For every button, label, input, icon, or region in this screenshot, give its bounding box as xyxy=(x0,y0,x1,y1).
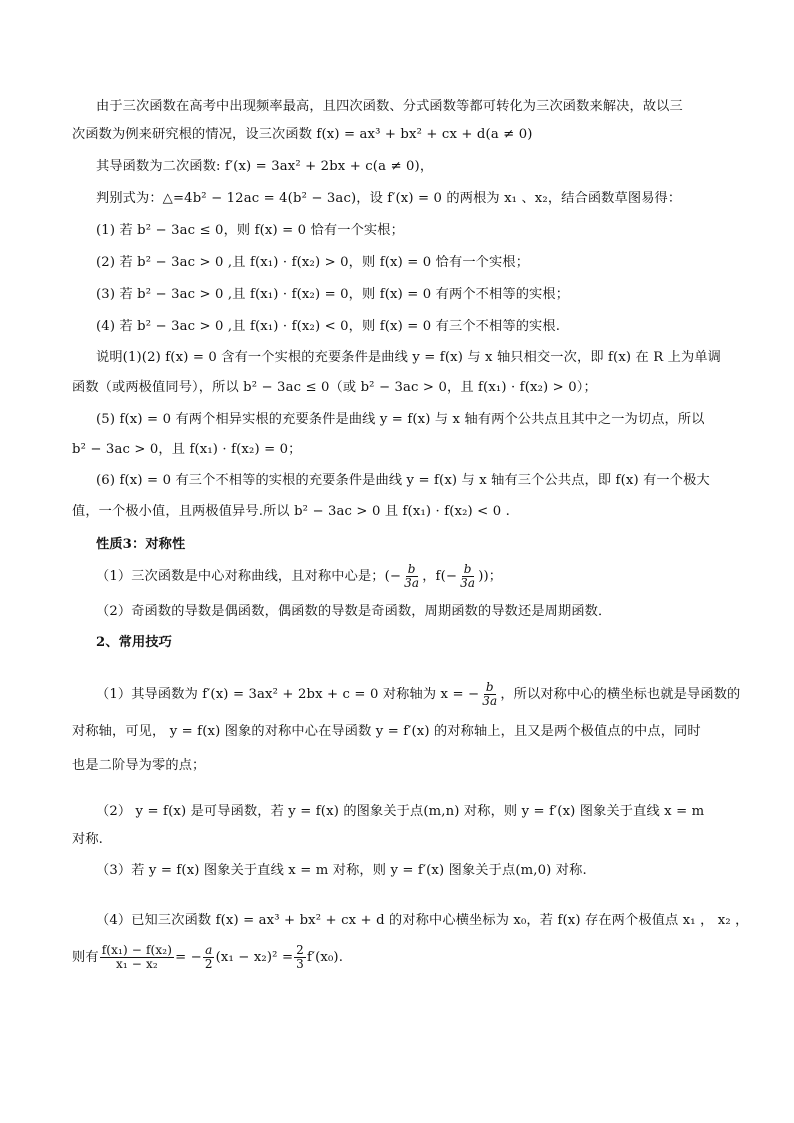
tip-3: （3）若 y = f(x) 图象关于直线 x = m 对称，则 y = f′(x) 图象关于点(m,0) 对称. xyxy=(96,863,587,878)
case-3: (3) 若 b² − 3ac > 0 ,且 f(x₁) · f(x₂) = 0，则 f(x) = 0 有两个不相等的实根； xyxy=(96,287,570,302)
case-6-line2: 值，一个极小值，且两极值异号.所以 b² − 3ac > 0 且 f(x₁) · f(x₂) < 0 . xyxy=(72,504,510,519)
section-2-heading: 2、常用技巧 xyxy=(96,635,173,650)
case-5-line1: (5) f(x) = 0 有两个相异实根的充要条件是曲线 y = f(x) 与 x 轴有两个公共点且其中之一为切点，所以 xyxy=(96,412,705,427)
tip-4-mid: = − xyxy=(175,950,202,965)
note-line2: 函数（或两极值同号），所以 b² − 3ac ≤ 0（或 b² − 3ac > 0，且 f(x₁) · f(x₂) > 0）； xyxy=(72,380,597,395)
fraction-den: 3a xyxy=(460,576,476,590)
case-4: (4) 若 b² − 3ac > 0 ,且 f(x₁) · f(x₂) < 0，则 f(x) = 0 有三个不相等的实根. xyxy=(96,319,561,334)
fraction-den: 3a xyxy=(482,694,498,708)
tip-2-line2: 对称. xyxy=(72,832,104,847)
fraction-num: a xyxy=(205,943,213,957)
fraction-b-over-3a-2 xyxy=(458,563,477,590)
symmetry-item-1-pre: （1）三次函数是中心对称曲线，且对称中心是；(− xyxy=(96,569,402,584)
fraction-num: b xyxy=(407,562,416,576)
fraction-a-over-2 xyxy=(203,944,215,971)
tip-4-post: f′(x₀). xyxy=(306,950,344,965)
derivative-line: 其导函数为二次函数: f′(x) = 3ax² + 2bx + c(a ≠ 0)， xyxy=(96,159,434,174)
note-line1: 说明(1)(2) f(x) = 0 含有一个实根的充要条件是曲线 y = f(x) 与 x 轴只相交一次，即 f(x) 在 R 上为单调 xyxy=(96,350,721,365)
discriminant-line: 判别式为：△=4b² − 12ac = 4(b² − 3ac)，设 f′(x) = 0 的两根为 x₁ 、x₂，结合函数草图易得： xyxy=(96,191,682,206)
case-1: (1) 若 b² − 3ac ≤ 0，则 f(x) = 0 恰有一个实根； xyxy=(96,223,404,238)
symmetry-item-1-mid: ，f(− xyxy=(422,569,458,584)
case-6-line1: (6) f(x) = 0 有三个不相等的实根的充要条件是曲线 y = f(x) 与 x 轴有三个公共点，即 f(x) 有一个极大 xyxy=(96,473,710,488)
tip-1-line2: 对称轴，可见， y = f(x) 图象的对称中心在导函数 y = f′(x) 的对称轴上，且又是两个极值点的中点，同时 xyxy=(72,724,701,739)
fraction-num: 2 xyxy=(296,943,304,957)
case-2: (2) 若 b² − 3ac > 0 ,且 f(x₁) · f(x₂) > 0，则 f(x) = 0 恰有一个实根； xyxy=(96,255,530,270)
symmetry-item-1 xyxy=(96,563,502,590)
fraction-b-over-3a-3 xyxy=(480,681,499,708)
paragraph-intro-line2: 次函数为例来研究根的情况，设三次函数 f(x) = ax³ + bx² + cx + d(a ≠ 0) xyxy=(72,127,533,142)
tip-1-line3: 也是二阶导为零的点； xyxy=(72,758,206,773)
fraction-two-thirds xyxy=(294,944,306,971)
tip-1-post: ，所以对称中心的横坐标也就是导函数的 xyxy=(500,687,741,702)
tip-4-pre: 则有 xyxy=(72,950,99,965)
fraction-den: 3 xyxy=(296,957,304,971)
fraction-num: b xyxy=(485,680,494,694)
fraction-difference-quotient xyxy=(100,944,174,971)
paragraph-intro-line1: 由于三次函数在高考中出现频率最高，且四次函数、分式函数等都可转化为三次函数来解决，故以三 xyxy=(96,99,683,114)
tip-4-line1: （4）已知三次函数 f(x) = ax³ + bx² + cx + d 的对称中心横坐标为 x₀，若 f(x) 存在两个极值点 x₁ ， x₂ ， xyxy=(96,913,749,928)
fraction-b-over-3a xyxy=(402,563,421,590)
symmetry-item-1-post: ))； xyxy=(478,569,503,584)
tip-4-mid2: (x₁ − x₂)² = xyxy=(215,950,294,965)
property-3-heading: 性质3：对称性 xyxy=(96,537,186,552)
tip-1-pre: （1）其导函数为 f′(x) = 3ax² + 2bx + c = 0 对称轴为 x = − xyxy=(96,687,480,702)
fraction-num: f(x₁) − f(x₂) xyxy=(101,943,173,957)
tip-2-line1: （2） y = f(x) 是可导函数，若 y = f(x) 的图象关于点(m,n) 对称，则 y = f′(x) 图象关于直线 x = m xyxy=(96,804,705,819)
symmetry-item-2: （2）奇函数的导数是偶函数，偶函数的导数是奇函数，周期函数的导数还是周期函数． xyxy=(96,604,612,619)
fraction-den: 3a xyxy=(404,576,420,590)
fraction-den: 2 xyxy=(204,957,213,971)
fraction-den: x₁ − x₂ xyxy=(115,957,158,971)
fraction-num: b xyxy=(463,562,472,576)
case-5-line2: b² − 3ac > 0，且 f(x₁) · f(x₂) = 0； xyxy=(72,442,302,457)
tip-1-line1 xyxy=(96,681,740,708)
tip-4-line2 xyxy=(72,944,343,971)
